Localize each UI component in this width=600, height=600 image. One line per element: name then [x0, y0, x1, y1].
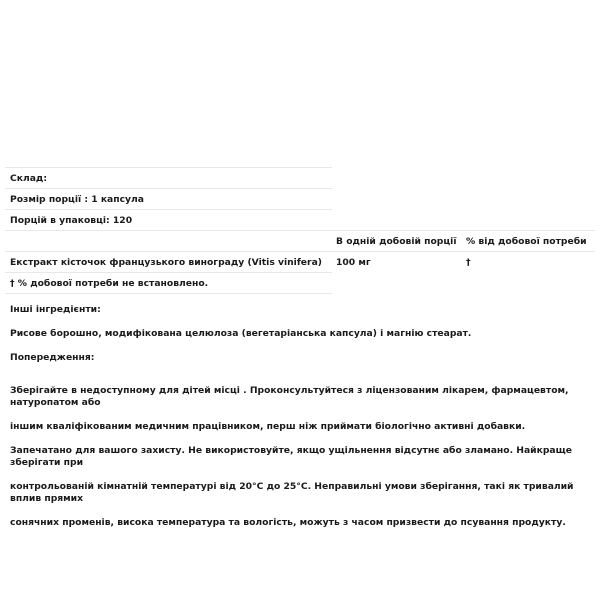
servings-per-container-row: [5, 209, 332, 230]
warning-line: Зберігайте в недоступному для дітей місці . Проконсультуйтеся з ліцензованим лікарем, фармацевтом, натуропатом або: [10, 385, 569, 408]
warnings-heading: Попередження:: [10, 352, 95, 363]
supplement-facts-table: [5, 167, 595, 294]
composition-label: Склад:: [10, 173, 48, 184]
warning-line: Запечатано для вашого захисту. Не використовуйте, якщо ущільнення відсутнє або зламано. Найкраще зберігати при: [10, 445, 573, 468]
ingredient-amount: 100 мг: [336, 257, 371, 268]
ingredient-daily-value: †: [466, 257, 471, 268]
other-ingredients-heading: Інші інгредієнти:: [10, 304, 101, 315]
product-info-sections: [10, 298, 595, 541]
column-header-amount: В одній добовій порції: [336, 236, 457, 247]
servings-per-container: Порцій в упаковці: 120: [10, 215, 133, 226]
warning-line: контрольованій кімнатній температурі від 20°C до 25°C. Неправильні умови зберігання, такі як тривалий вплив прямих: [10, 481, 574, 504]
warnings-text: [10, 373, 595, 541]
warning-line: сонячних променів, висока температура та вологість, можуть з часом призвести до псування продукту.: [10, 517, 566, 528]
table-header-row: [5, 230, 595, 251]
table-row: [5, 251, 595, 272]
serving-size-row: [5, 188, 332, 209]
ingredient-name: Екстракт кісточок французького винограду (Vitis vinifera): [10, 257, 322, 268]
other-ingredients-text: Рисове борошно, модифікована целюлоза (вегетаріанська капсула) і магнію стеарат.: [10, 328, 472, 339]
column-header-daily-value: % від добової потреби: [466, 236, 587, 247]
composition-row: [5, 167, 332, 188]
warning-line: іншим кваліфікованим медичним працівником, перш ніж приймати біологічно активні добавки.: [10, 421, 526, 432]
serving-size: Розмір порції : 1 капсула: [10, 194, 144, 205]
footnote-row: [5, 272, 332, 294]
footnote: † % добової потреби не встановлено.: [10, 278, 209, 289]
